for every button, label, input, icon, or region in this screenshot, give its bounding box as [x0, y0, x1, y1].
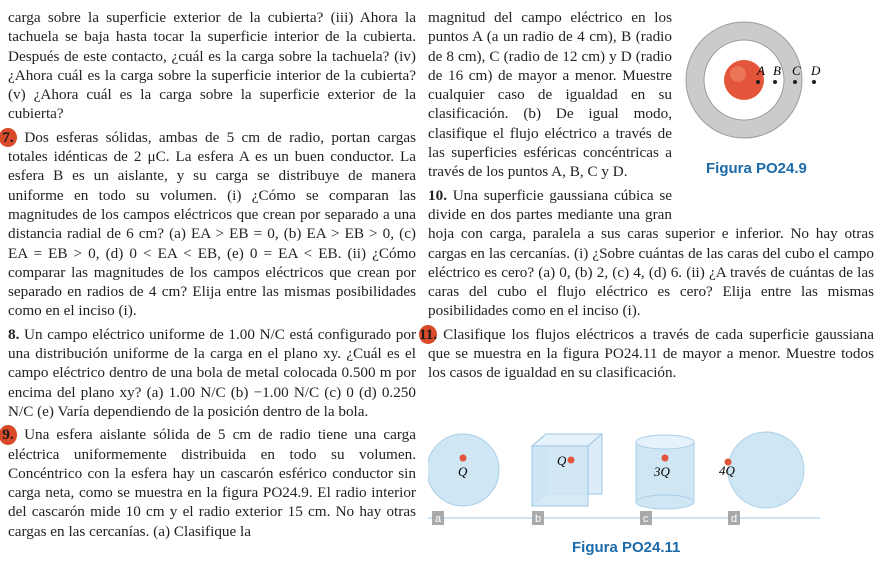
problem-9-marker: 9.	[0, 425, 17, 444]
tag-c: c	[643, 513, 649, 525]
point-d	[812, 80, 816, 84]
tag-d: d	[731, 513, 738, 525]
charge-c	[662, 455, 669, 462]
problem-7-marker: 7.	[0, 128, 17, 147]
paragraph-continuation-right: magnitud del campo eléctrico en los puntos A (a un radio de 4 cm), B (radio de 8 cm), C (radio de 12 cm) y D (radio de 16 cm) de mayor a menor. Muestre cualquier caso de igualdad en su clasificación. (b) De igual modo, clasifique el flujo eléctrico a través de las superficies esféricas concéntricas a través de los puntos A, B, C y D.	[428, 9, 672, 181]
tag-b: b	[535, 513, 542, 525]
left-column	[2, 8, 417, 541]
problem-8	[8, 325, 416, 421]
point-c	[793, 80, 797, 84]
label-a: A	[757, 63, 765, 78]
problem-10-text: Una superficie gaussiana cúbica se divide en dos partes mediante una gran hoja con carga, paralela a sus caras superior e inferior. No hay otras cargas en las cercanías. (i) ¿Sobre cuántas de las caras del cubo el campo eléctrico es cero? (a) 0, (b) 2, (c) 4, (d) 6. (ii) ¿A través de cuántas de las caras del cubo el flujo eléctrico es cero? Elija entre las mismas posibilidades como en el inciso (i).	[428, 186, 874, 320]
charge-c-label: 3Q	[654, 464, 670, 479]
sphere-d	[728, 432, 804, 508]
label-c: C	[792, 63, 801, 78]
charge-a-label: Q	[458, 464, 468, 479]
charge-d-label: 4Q	[719, 463, 735, 478]
problem-11-text: Clasifique los flujos eléctricos a través de cada superficie gaussiana que se muestra en la figura PO24.11 de mayor a menor. Muestre todos los casos de igualdad en su clasificación.	[428, 325, 874, 382]
point-a	[756, 80, 760, 84]
figure-po24-9	[680, 20, 876, 208]
problem-7-text: Dos esferas sólidas, ambas de 5 cm de radio, portan cargas totales idénticas de 2 μC. La esfera A es un buen conductor. La esfera B es un aislante, y su carga se distribuye de manera uniforme en todo su volumen. (i) ¿Cómo se comparan las magnitudes de los campos eléctricos que crean por separado a una distancia radial de 6 cm? (a) EA > EB = 0, (b) EA > EB > 0, (c) EA = EB > 0, (d) 0 < EA < EB, (e) 0 = EA < EB. (ii) ¿Cómo comparar las magnitudes de los campos eléctricos que crean por separado en radios de 4 cm? Elija entre las mismas posibilidades como en el inciso (i).	[8, 128, 417, 320]
charge-b-label: Q	[557, 453, 567, 468]
cylinder-c-top	[636, 435, 694, 449]
charge-b	[568, 457, 575, 464]
figure-po24-9-caption: Figura PO24.9	[706, 160, 807, 177]
problem-8-number: 8.	[8, 325, 20, 343]
label-b: B	[773, 63, 781, 78]
problem-11	[419, 325, 874, 383]
problem-10-number: 10.	[428, 186, 447, 204]
tag-a: a	[435, 513, 442, 525]
problem-9	[2, 425, 417, 541]
label-d: D	[811, 63, 821, 78]
paragraph-continuation-left: carga sobre la superficie exterior de la cubierta? (iii) Ahora la tachuela se baja hasta tocar la superficie interior de la cubierta. Después de este contacto, ¿cuál es la carga sobre la tachuela? (iv) ¿Ahora cuál es la carga sobre la superficie interior de la cubierta? (v) ¿Ahora cuál es la carga sobre la superficie exterior de la cubierta?	[8, 9, 416, 123]
problem-9-text: Una esfera aislante sólida de 5 cm de radio tiene una carga eléctrica uniformemente distribuida en todo su volumen. Concéntrico con la esfera hay un cascarón esférico conductor sin carga neta, como se muestra en la figura PO24.9. El radio interior del cascarón mide 10 cm y el radio exterior 15 cm. No hay otras cargas en las cercanías. (a) Clasifique la	[8, 426, 417, 540]
charge-a	[460, 455, 467, 462]
problem-8-text: Un campo eléctrico uniforme de 1.00 N/C está configurado por una distribución uniforme de la carga en el plano xy. ¿Cuál es el campo eléctrico dentro de una bola de metal colocada 0.500 m por encima del plano xy? (a) 1.00 N/C (b) −1.00 N/C (c) 0 (d) 0.250 N/C (e) Varía dependiendo de la posición dentro de la bola.	[8, 325, 416, 420]
cylinder-c-bottom	[636, 495, 694, 509]
problem-11-marker: 11.	[419, 325, 438, 343]
sphere-highlight	[730, 66, 746, 82]
point-b	[773, 80, 777, 84]
problem-7	[2, 128, 417, 321]
figure-po24-11-caption: Figura PO24.11	[572, 539, 681, 556]
